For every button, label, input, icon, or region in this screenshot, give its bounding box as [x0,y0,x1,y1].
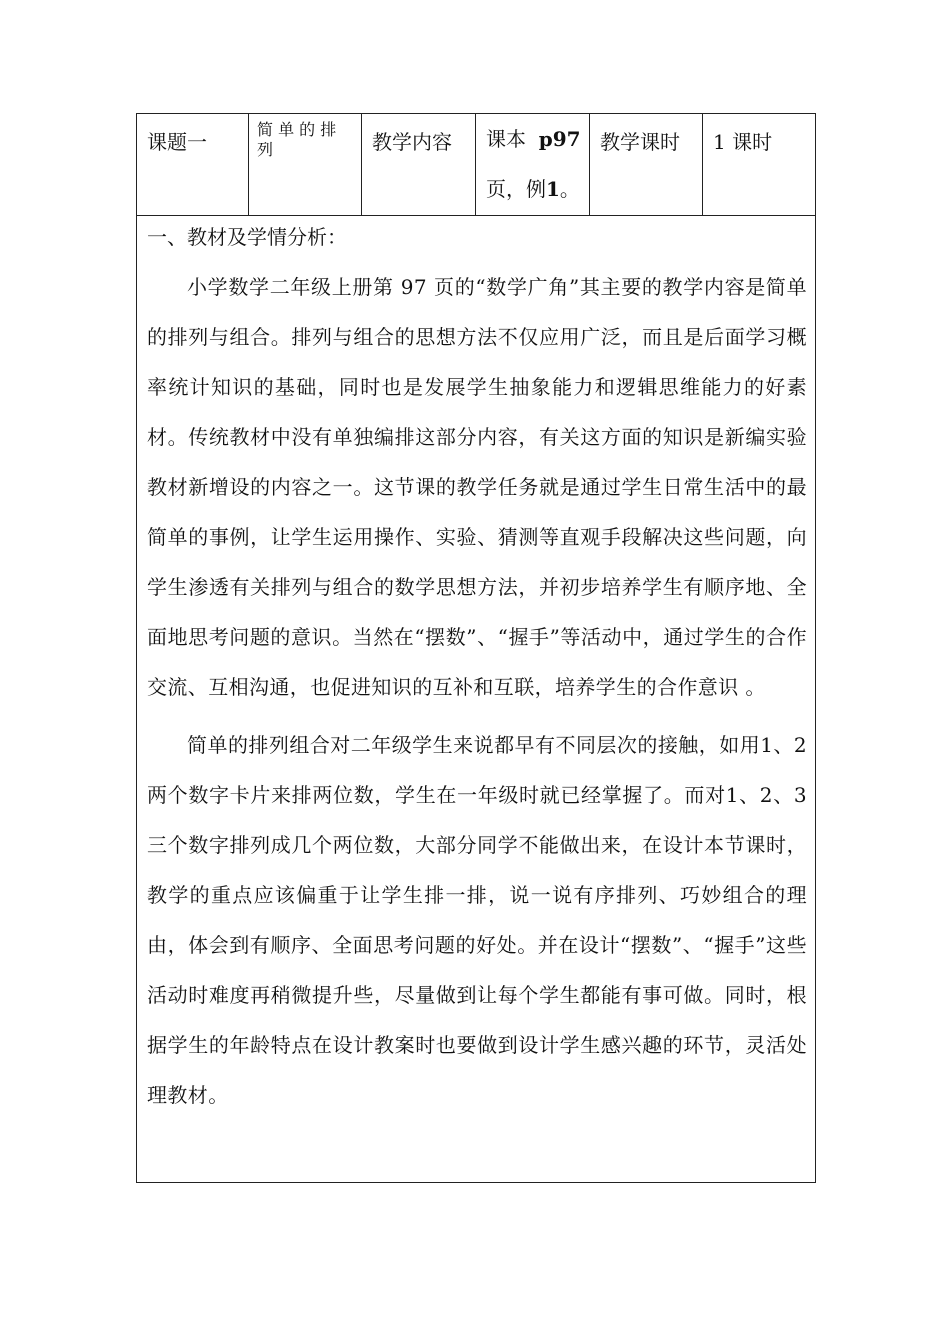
lesson-table [136,113,816,1183]
topic-label-cell [137,114,249,215]
hours-value: 1 课时 [713,130,773,154]
content-value [486,114,582,214]
hours-label-cell [590,114,703,215]
topic-label: 课题一 [147,130,207,154]
hours-label: 教学课时 [600,130,680,154]
content-value-page: p97 [538,127,581,151]
content-value-example: 1 [546,177,560,201]
topic-title-cell [249,114,362,215]
content-value-part2: 页，例 [486,177,546,201]
analysis-section [147,222,807,1128]
hours-value-cell [703,114,815,215]
table-header-row [137,114,815,216]
content-label: 教学内容 [372,130,452,154]
analysis-paragraph-2: 简单的排列组合对二年级学生来说都早有不同层次的接触，如用1、2两个数字卡片来排两位数，学生在一年级时就已经掌握了。而对1、2、3三个数字排列成几个两位数，大部分同学不能做出来，在设计本节课时，教学的重点应该偏重于让学生排一排，说一说有序排列、巧妙组合的理由，体会到有顺序、全面思考问题的好处。并在设计“摆数”、“握手”这些活动时难度再稍微提升些，尽量做到让每个学生都能有事可做。同时，根据学生的年龄特点在设计教案时也要做到设计学生感兴趣的环节，灵活处理教材。 [147,733,807,1107]
analysis-paragraph-1: 小学数学二年级上册第 97 页的“数学广角”其主要的教学内容是简单的排列与组合。排列与组合的思想方法不仅应用广泛，而且是后面学习概率统计知识的基础，同时也是发展学生抽象能力和逻辑思维能力的好素材。传统教材中没有单独编排这部分内容，有关这方面的知识是新编实验教材新增设的内容之一。这节课的教学任务就是通过学生日常生活中的最简单的事例，让学生运用操作、实验、猜测等直观手段解决这些问题，向学生渗透有关排列与组合的数学思想方法，并初步培养学生有顺序地、全面地思考问题的意识。当然在“摆数”、“握手”等活动中，通过学生的合作交流、互相沟通，也促进知识的互补和互联，培养学生的合作意识 。 [147,275,807,699]
content-label-cell [362,114,476,215]
section-heading: 一、教材及学情分析： [147,225,347,249]
content-value-cell [476,114,590,215]
topic-title: 简 单 的 排 列 [257,120,337,159]
content-value-part1: 课本 [486,127,526,151]
content-value-end: 。 [559,177,580,201]
